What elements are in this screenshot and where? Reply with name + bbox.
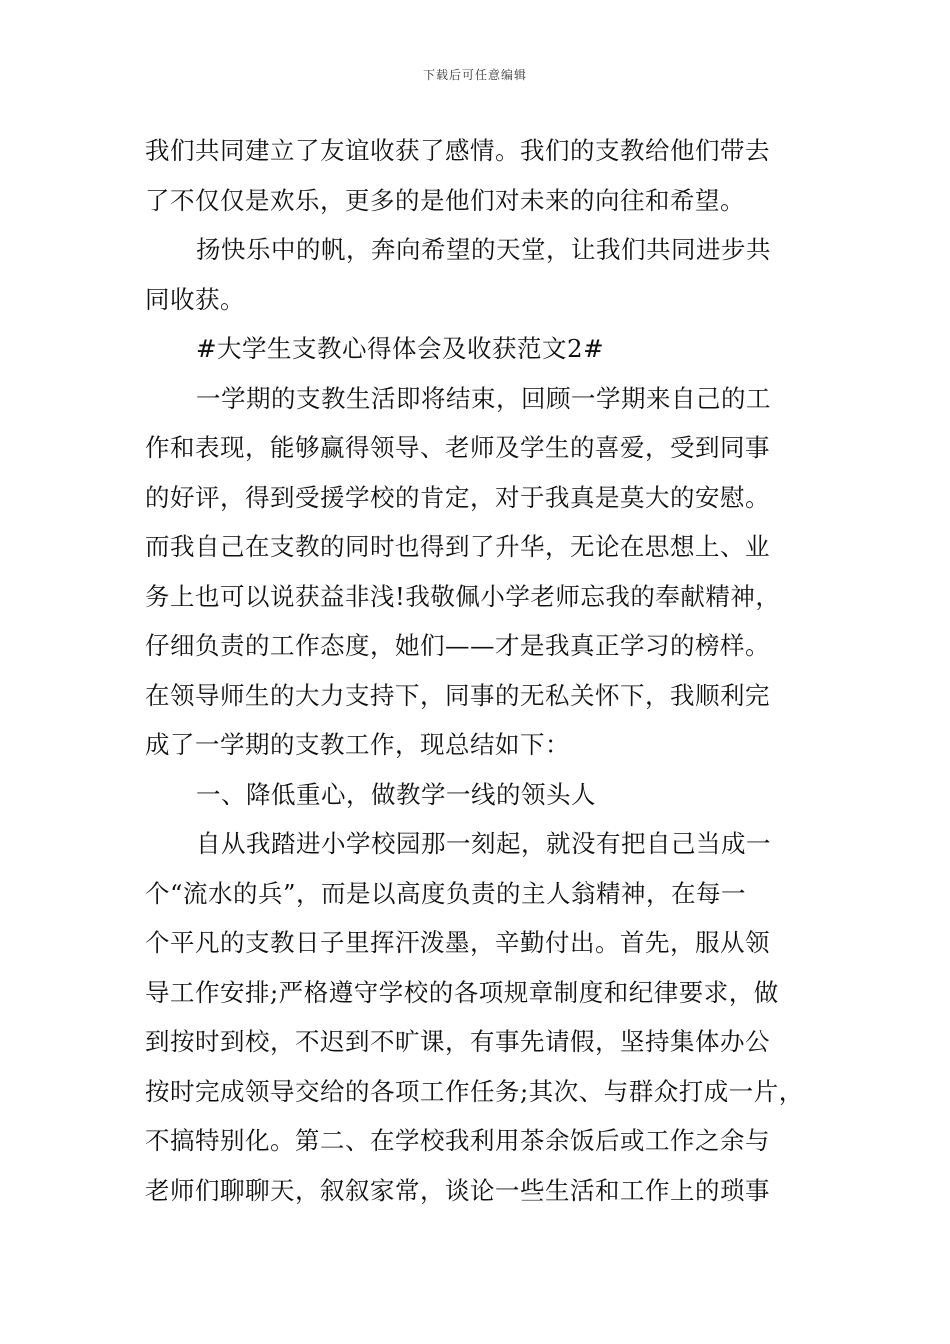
page-header: 下载后可任意编辑 bbox=[422, 68, 527, 82]
text-line: 在领导师生的大力支持下，同事的无私关怀下，我顺利完 bbox=[145, 680, 770, 710]
text-line: 仔细负责的工作态度，她们——才是我真正学习的榜样。 bbox=[145, 631, 770, 660]
section-heading: #大学生支教心得体会及收获范文2# bbox=[196, 334, 605, 363]
text-line: 我们共同建立了友谊收获了感情。我们的支教给他们带去 bbox=[145, 136, 770, 165]
text-line: 同收获。 bbox=[145, 284, 245, 314]
text-line: 个“流水的兵”，而是以高度负责的主人翁精神，在每一 bbox=[145, 878, 747, 908]
text-line: 的好评，得到受援学校的肯定，对于我真是莫大的安慰。 bbox=[145, 482, 770, 512]
document-body bbox=[145, 126, 810, 1215]
text-line: 按时完成领导交给的各项工作任务;其次、与群众打成一片， bbox=[145, 1076, 804, 1106]
text-line: 个平凡的支教日子里挥汗泼墨，辛勤付出。首先，服从领 bbox=[145, 928, 770, 957]
text-line: 导工作安排;严格遵守学校的各项规章制度和纪律要求，做 bbox=[145, 977, 779, 1007]
text-line: 而我自己在支教的同时也得到了升华，无论在思想上、业 bbox=[145, 532, 770, 561]
subsection-heading: 一、降低重心，做教学一线的领头人 bbox=[196, 779, 596, 809]
text-line: 一学期的支教生活即将结束，回顾一学期来自己的工 bbox=[196, 383, 771, 413]
text-line: 到按时到校，不迟到不旷课，有事先请假，坚持集体办公 bbox=[145, 1027, 770, 1056]
text-line: 扬快乐中的帆，奔向希望的天堂，让我们共同进步共 bbox=[196, 235, 771, 264]
text-line: 了不仅仅是欢乐，更多的是他们对未来的向往和希望。 bbox=[145, 185, 745, 215]
text-line: 作和表现，能够赢得领导、老师及学生的喜爱，受到同事 bbox=[145, 433, 770, 462]
text-line: 老师们聊聊天，叙叙家常，谈论一些生活和工作上的琐事 bbox=[145, 1175, 770, 1205]
text-line: 不搞特别化。第二、在学校我利用茶余饭后或工作之余与 bbox=[145, 1126, 770, 1155]
text-line: 自从我踏进小学校园那一刻起，就没有把自己当成一 bbox=[196, 829, 771, 858]
text-line: 务上也可以说获益非浅!我敬佩小学老师忘我的奉献精神， bbox=[145, 581, 781, 611]
text-line: 成了一学期的支教工作，现总结如下： bbox=[145, 730, 570, 759]
